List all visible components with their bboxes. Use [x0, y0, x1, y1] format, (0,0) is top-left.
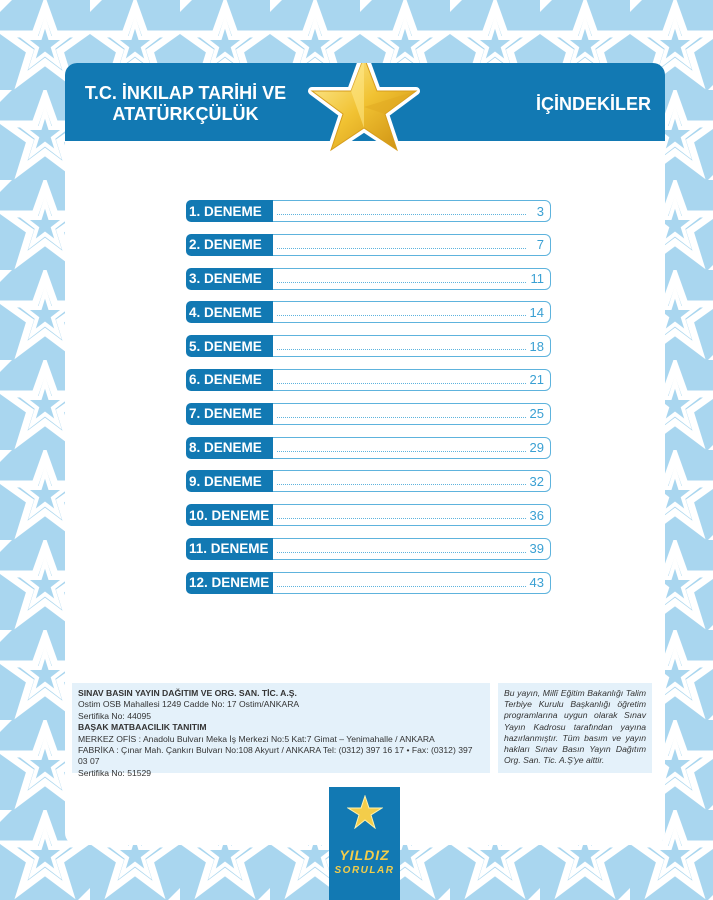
toc-dotted-leader	[277, 315, 526, 316]
toc-label: 5. DENEME	[186, 335, 273, 357]
publisher-certificate: Sertifika No: 44095	[78, 710, 152, 721]
toc-row[interactable]	[186, 504, 551, 526]
content-page	[65, 63, 665, 845]
book-title-line1: T.C. İNKILAP TARİHİ VE	[84, 83, 287, 103]
toc-page-number: 7	[536, 237, 544, 253]
printer-name: BAŞAK MATBAACILIK TANITIM	[78, 722, 207, 733]
section-title: İÇİNDEKİLER	[535, 94, 651, 114]
brand-logo	[329, 787, 400, 900]
toc-row[interactable]	[186, 470, 551, 492]
toc-page-number: 39	[529, 541, 544, 557]
toc-label: 12. DENEME	[186, 572, 273, 594]
toc-leader	[273, 369, 551, 391]
toc-label: 3. DENEME	[186, 268, 273, 290]
toc-row[interactable]	[186, 437, 551, 459]
toc-page-number: 29	[529, 440, 544, 456]
toc-row[interactable]	[186, 268, 551, 290]
printer-office: MERKEZ OFİS : Anadolu Bulvarı Meka İş Merkezi No:5 Kat:7 Gimat – Yenimahalle / ANKARA	[78, 733, 435, 744]
toc-row[interactable]	[186, 538, 551, 560]
toc-leader	[273, 335, 551, 357]
toc-label: 10. DENEME	[186, 504, 273, 526]
toc-leader	[273, 572, 551, 594]
toc-dotted-leader	[277, 451, 526, 452]
toc-page-number: 14	[529, 304, 544, 320]
printer-factory: FABRİKA : Çınar Mah. Çankırı Bulvarı No:108 Akyurt / ANKARA Tel: (0312) 397 16 17 • Fax: (0312) 397 03 07	[78, 745, 473, 767]
toc-dotted-leader	[277, 484, 526, 485]
book-title-line2: ATATÜRKÇÜLÜK	[112, 104, 259, 124]
toc-leader	[273, 200, 551, 222]
toc-label: 9. DENEME	[186, 470, 273, 492]
toc-dotted-leader	[277, 349, 526, 350]
logo-text-line1: YILDIZ	[339, 847, 390, 863]
gold-star-icon	[305, 63, 423, 153]
toc-label: 4. DENEME	[186, 301, 273, 323]
toc-label: 8. DENEME	[186, 437, 273, 459]
toc-dotted-leader	[277, 417, 526, 418]
toc-leader	[273, 301, 551, 323]
table-of-contents	[186, 200, 551, 606]
printer-certificate: Sertifika No: 51529	[78, 767, 152, 778]
toc-leader	[273, 268, 551, 290]
toc-row[interactable]	[186, 301, 551, 323]
toc-row[interactable]	[186, 572, 551, 594]
toc-row[interactable]	[186, 403, 551, 425]
book-title	[73, 83, 298, 125]
toc-page-number: 36	[529, 507, 544, 523]
toc-label: 7. DENEME	[186, 403, 273, 425]
toc-row[interactable]	[186, 200, 551, 222]
toc-leader	[273, 504, 551, 526]
toc-leader	[273, 470, 551, 492]
toc-leader	[273, 538, 551, 560]
logo-text-line2: SORULAR	[334, 865, 395, 876]
toc-leader	[273, 234, 551, 256]
toc-dotted-leader	[277, 518, 526, 519]
toc-row[interactable]	[186, 234, 551, 256]
toc-page-number: 11	[530, 271, 544, 287]
toc-row[interactable]	[186, 369, 551, 391]
toc-leader	[273, 403, 551, 425]
toc-row[interactable]	[186, 335, 551, 357]
copyright-note: Bu yayın, Millî Eğitim Bakanlığı Talim Terbiye Kurulu Başkanlığı öğretim programlarına uygun olarak Sınav Yayın Kadrosu tarafından yayına hazırlanmıştır. Tüm basım ve yayın hakları Sınav Basın Yayın Dağıtım Org. San. Tic. A.Ş'ye aittir.	[498, 683, 652, 773]
toc-leader	[273, 437, 551, 459]
toc-label: 11. DENEME	[186, 538, 273, 560]
toc-page-number: 25	[529, 406, 544, 422]
publisher-address: Ostim OSB Mahallesi 1249 Cadde No: 17 Ostim/ANKARA	[78, 699, 300, 710]
toc-page-number: 32	[529, 473, 544, 489]
toc-dotted-leader	[277, 552, 526, 553]
toc-dotted-leader	[277, 214, 526, 215]
toc-page-number: 3	[536, 203, 544, 219]
toc-label: 2. DENEME	[186, 234, 273, 256]
logo-star-icon	[347, 795, 383, 829]
publisher-info	[72, 683, 490, 778]
toc-page-number: 43	[529, 575, 544, 591]
toc-dotted-leader	[277, 383, 526, 384]
toc-label: 1. DENEME	[186, 200, 273, 222]
toc-label: 6. DENEME	[186, 369, 273, 391]
toc-page-number: 21	[529, 372, 544, 388]
toc-dotted-leader	[277, 248, 526, 249]
toc-dotted-leader	[277, 586, 526, 587]
toc-page-number: 18	[529, 338, 544, 354]
toc-dotted-leader	[277, 282, 526, 283]
publisher-name: SINAV BASIN YAYIN DAĞITIM VE ORG. SAN. TİC. A.Ş.	[78, 688, 297, 698]
